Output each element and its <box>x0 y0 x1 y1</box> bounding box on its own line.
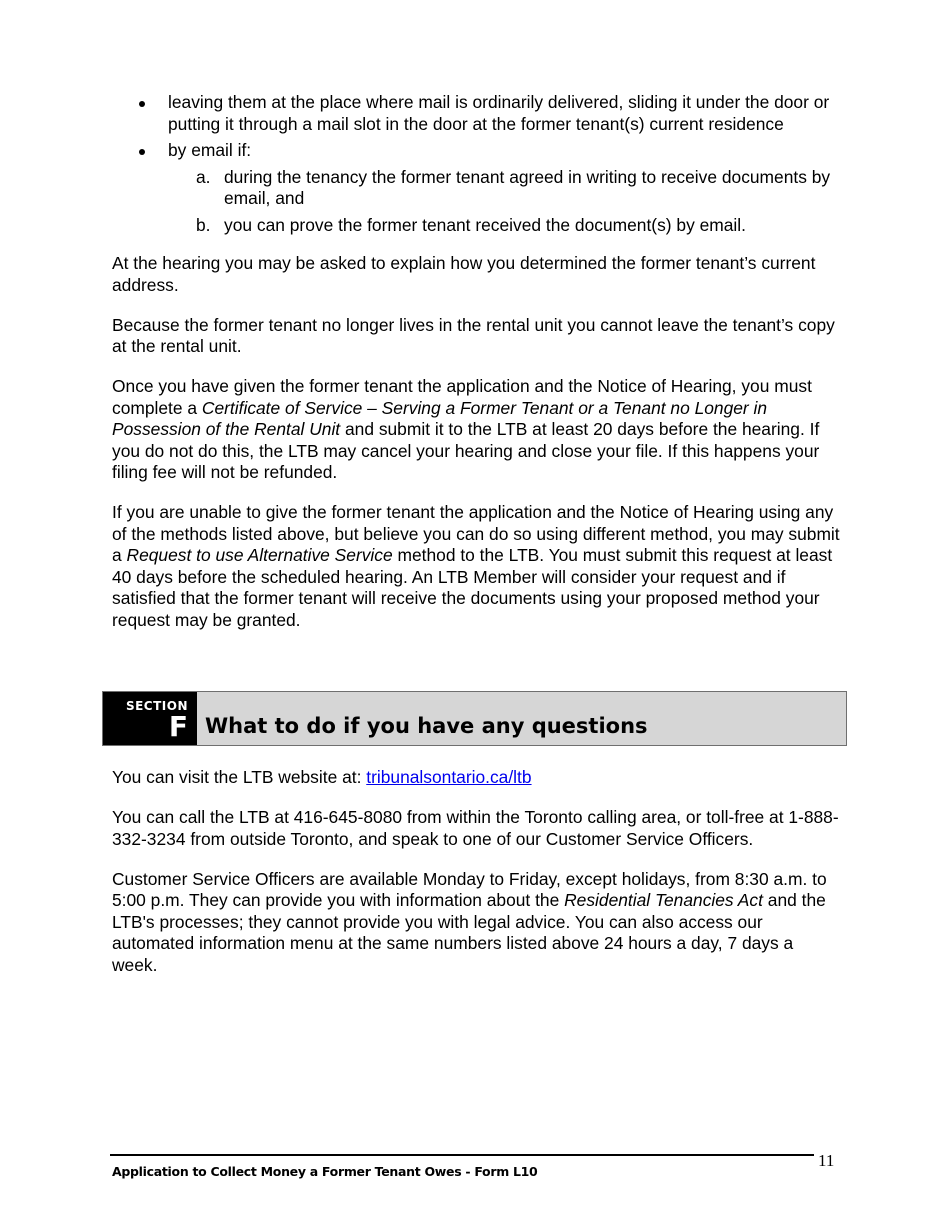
section-title: What to do if you have any questions <box>205 714 648 738</box>
delivery-methods-list <box>112 92 842 236</box>
page-body <box>112 92 842 650</box>
ltb-website-link[interactable]: tribunalsontario.ca/ltb <box>366 767 532 787</box>
paragraph-text: If you are unable to give the former tenant the application and the Notice of Hearing using any of the methods listed above, but believe you can do so using different method, you may submit a <box>112 502 840 565</box>
paragraph-because: Because the former tenant no longer lives in the rental unit you cannot leave the tenant’s copy at the rental unit. <box>112 314 835 356</box>
footer-title: Application to Collect Money a Former Tenant Owes - Form L10 <box>112 1164 538 1179</box>
section-letter: F <box>168 710 188 743</box>
section-f-header <box>102 691 847 746</box>
paragraph-unable <box>112 502 842 631</box>
paragraph-text: and the LTB's processes; they cannot provide you with legal advice. You can also access our automated information menu at the same numbers listed above 24 hours a day, 7 days a week. <box>112 890 826 975</box>
list-item-text: leaving them at the place where mail is ordinarily delivered, sliding it under the door or putting it through a mail slot in the door at the former tenant(s) current residence <box>168 92 830 134</box>
section-f-body <box>112 767 842 995</box>
paragraph-text: and submit it to the LTB at least 20 days before the hearing. If you do not do this, the LTB may cancel your hearing and close your file. If this happens your filing fee will not be refunded. <box>112 419 820 482</box>
sub-list-item <box>168 167 842 210</box>
section-word: SECTION <box>125 699 188 713</box>
paragraph-text: Once you have given the former tenant the application and the Notice of Hearing, you must complete a <box>112 376 812 418</box>
list-item-text: by email if: <box>168 140 252 160</box>
act-name-italic: Residential Tenancies Act <box>564 890 763 910</box>
sub-list-marker: a. <box>196 166 211 187</box>
section-tab <box>103 692 197 745</box>
form-name-italic: Certificate of Service – Serving a Former Tenant or a Tenant no Longer in Possession of the Rental Unit <box>112 397 768 439</box>
paragraph-once <box>112 376 842 484</box>
sub-list-marker: b. <box>196 214 211 235</box>
sub-list-item <box>168 215 842 237</box>
paragraph-visit <box>112 767 842 789</box>
list-item <box>112 140 842 236</box>
sub-list-text: during the tenancy the former tenant agreed in writing to receive documents by email, and <box>224 166 831 208</box>
bullet-icon <box>139 101 145 107</box>
form-name-italic: Request to use Alternative Service <box>126 545 393 565</box>
email-conditions-list <box>168 167 842 237</box>
footer-divider <box>110 1154 814 1156</box>
paragraph-hearing: At the hearing you may be asked to explain how you determined the former tenant’s current address. <box>112 253 816 295</box>
paragraph-text: method to the LTB. You must submit this request at least 40 days before the scheduled hearing. An LTB Member will consider your request and if satisfied that the former tenant will receive the documents using your proposed method your request may be granted. <box>112 545 833 630</box>
paragraph-officers <box>112 869 842 977</box>
paragraph-text: Customer Service Officers are available Monday to Friday, except holidays, from 8:30 a.m. to 5:00 p.m. They can provide you with information about the <box>112 868 827 910</box>
bullet-icon <box>139 149 145 155</box>
paragraph-text: You can visit the LTB website at: <box>112 767 367 787</box>
paragraph-call: You can call the LTB at 416-645-8080 from within the Toronto calling area, or toll-free at 1-888-332-3234 from outside Toronto, and speak to one of our Customer Service Officers. <box>112 807 839 849</box>
list-item <box>112 92 842 135</box>
page-number: 11 <box>818 1151 835 1170</box>
sub-list-text: you can prove the former tenant received the document(s) by email. <box>224 214 746 235</box>
